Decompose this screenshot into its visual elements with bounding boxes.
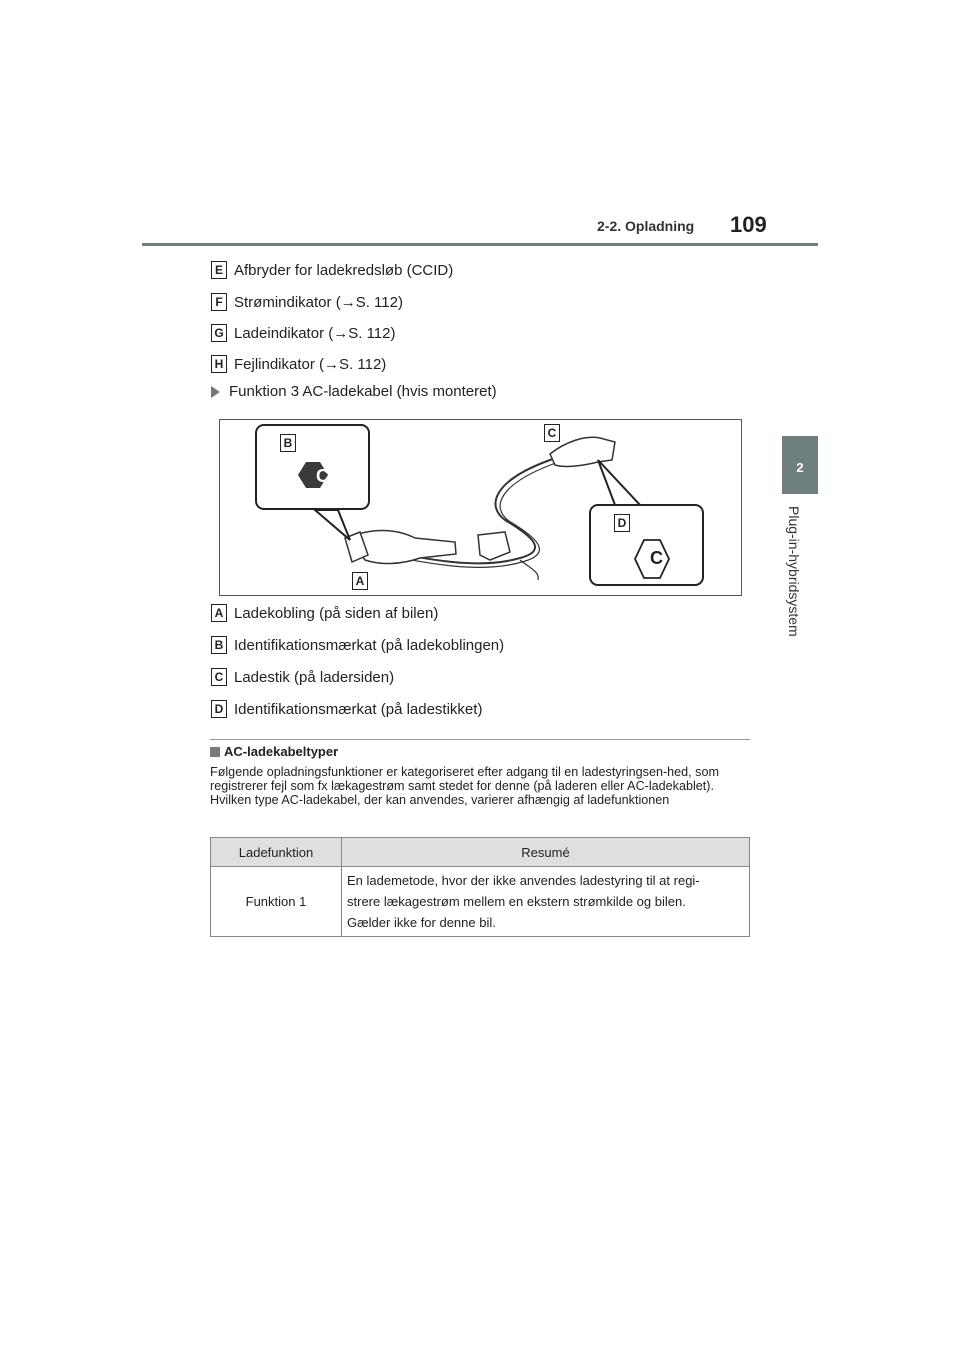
table-row xyxy=(211,867,750,937)
figure-label-a: A xyxy=(352,572,368,590)
item-badge: E xyxy=(211,261,227,279)
table-cell-function: Funktion 1 xyxy=(211,867,342,937)
charging-function-table xyxy=(210,837,750,937)
cable-tail xyxy=(520,560,538,580)
list-item xyxy=(211,355,386,373)
item-text: Ladestik (på ladersiden) xyxy=(234,668,395,686)
chapter-label: Plug-in-hybridsystem xyxy=(786,506,802,637)
callout-pointer-b xyxy=(315,510,350,540)
item-text: Identifikationsmærkat (på ladestikket) xyxy=(234,700,483,718)
page-reference[interactable]: S. 112) xyxy=(339,355,387,373)
table-cell-summary xyxy=(342,867,750,937)
section-title: 2-2. Opladning xyxy=(597,218,695,234)
item-text: Strømindikator ( xyxy=(234,293,341,311)
item-badge: D xyxy=(211,700,227,718)
summary-line: strere lækagestrøm mellem en ekstern strømkilde og bilen. xyxy=(347,894,686,909)
figure-label-c: C xyxy=(544,424,560,442)
list-item xyxy=(211,324,395,342)
table-header-row xyxy=(211,838,750,867)
summary-line: En lademetode, hvor der ikke anvendes ladestyring til at regi- xyxy=(347,873,700,888)
item-text: Ladekobling (på siden af bilen) xyxy=(234,604,439,622)
item-badge: B xyxy=(211,636,227,654)
column-header: Resumé xyxy=(342,838,750,867)
item-badge: G xyxy=(211,324,227,342)
section-paragraph: Følgende opladningsfunktioner er kategoriseret efter adgang til en ladestyringsen-hed, som registrerer fejl som fx lækagestrøm samt stedet for denne (på laderen eller AC-ladekablet). Hvilken type AC-ladekabel, der kan anvendes, varierer afhængig af ladefunktionen xyxy=(210,765,719,807)
triangle-bullet-icon xyxy=(211,386,220,398)
chapter-tab xyxy=(782,436,818,494)
item-badge: A xyxy=(211,604,227,622)
page-reference[interactable]: S. 112) xyxy=(355,293,403,311)
list-item xyxy=(211,261,453,279)
column-header: Ladefunktion xyxy=(211,838,342,867)
header-divider xyxy=(142,243,818,246)
item-badge: C xyxy=(211,668,227,686)
item-badge: F xyxy=(211,293,227,311)
figure-label-d: D xyxy=(614,514,630,532)
square-bullet-icon xyxy=(210,747,220,757)
subheading xyxy=(211,383,497,400)
section-heading-text: AC-ladekabeltyper xyxy=(224,744,339,759)
page-reference[interactable]: S. 112) xyxy=(348,324,396,342)
charging-cable-illustration xyxy=(219,419,742,596)
item-text: Ladeindikator ( xyxy=(234,324,334,342)
callout-pointer-d xyxy=(598,460,640,505)
section-divider xyxy=(210,739,750,740)
item-badge: H xyxy=(211,355,227,373)
item-text: Afbryder for ladekredsløb (CCID) xyxy=(234,261,454,279)
list-item xyxy=(211,636,504,654)
list-item xyxy=(211,700,482,718)
item-text: Fejlindikator ( xyxy=(234,355,325,373)
page-number: 109 xyxy=(730,212,767,237)
section-heading xyxy=(210,744,338,759)
figure-label-b: B xyxy=(280,434,296,452)
hexagon-letter: C xyxy=(650,548,663,568)
control-box-icon xyxy=(478,532,510,560)
subheading-text: Funktion 3 AC-ladekabel (hvis monteret) xyxy=(229,383,497,400)
list-item xyxy=(211,604,438,622)
item-text: Identifikationsmærkat (på ladekoblingen) xyxy=(234,636,505,654)
arrow-icon: → xyxy=(324,355,340,373)
arrow-icon: → xyxy=(333,324,349,342)
hexagon-letter: C xyxy=(316,466,329,486)
chapter-number: 2 xyxy=(796,460,804,475)
list-item xyxy=(211,668,394,686)
arrow-icon: → xyxy=(340,293,356,311)
list-item xyxy=(211,293,403,311)
summary-line: Gælder ikke for denne bil. xyxy=(347,915,496,930)
